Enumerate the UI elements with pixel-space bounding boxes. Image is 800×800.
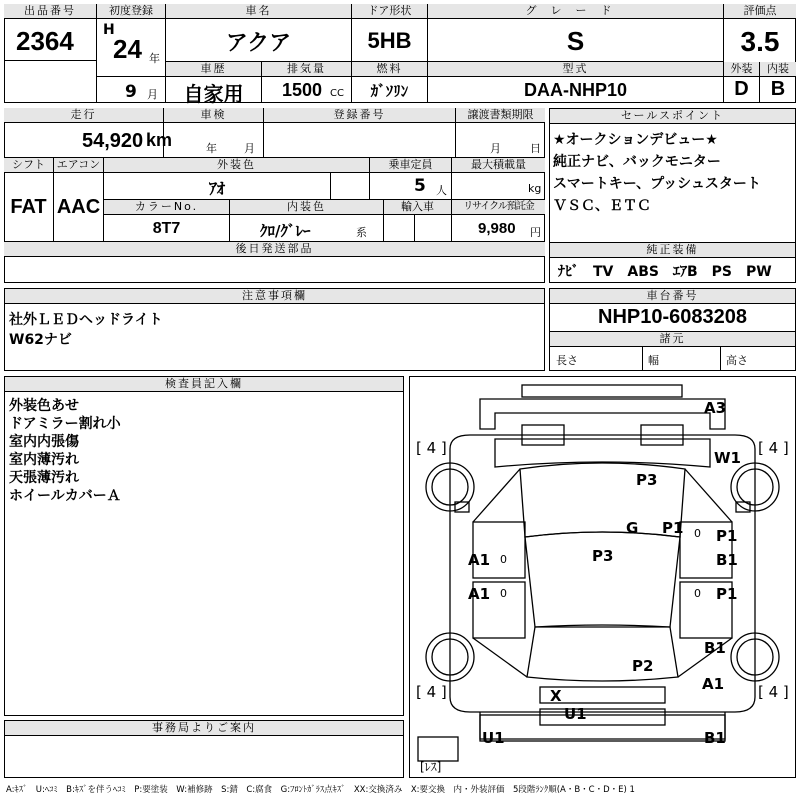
- inspector-line: 室内内張傷: [9, 434, 79, 450]
- sales-point-box: [549, 108, 796, 283]
- inspector-line: 室内薄汚れ: [9, 452, 79, 468]
- damage-mark: A1: [468, 551, 491, 569]
- grade-label: グレード: [428, 4, 723, 19]
- shift-cell: [4, 158, 54, 242]
- length-label: 長さ: [556, 354, 578, 367]
- transfer-month: 月: [490, 142, 501, 155]
- damage-mark: P1: [662, 519, 684, 537]
- history: 自家用: [183, 82, 244, 106]
- displacement-cell: [262, 62, 352, 103]
- tire-depth-fl: [ 4 ]: [416, 439, 447, 457]
- color-label: 外装色: [104, 158, 369, 173]
- zero-mark: 0: [694, 527, 701, 540]
- spec-label: 諸元: [550, 331, 795, 347]
- inspection-month: 月: [244, 142, 255, 155]
- transfer-day: 日: [530, 142, 541, 155]
- lot-cell: [4, 4, 97, 61]
- damage-mark: P1: [716, 527, 738, 545]
- mileage-label: 走行: [4, 108, 163, 123]
- sales-line: ＶＳＣ、ＥＴＣ: [553, 198, 651, 214]
- reg-month: 9: [125, 82, 137, 102]
- interior-unit: 系: [356, 226, 367, 239]
- damage-mark: W1: [714, 449, 741, 467]
- history-cell: [166, 62, 262, 106]
- capacity-cell: [370, 158, 452, 200]
- transfer-label: 譲渡書類期限: [456, 108, 545, 123]
- reg-year: 24: [113, 34, 142, 64]
- capacity: 5: [414, 176, 426, 196]
- damage-mark: A1: [702, 675, 725, 693]
- ext-score-cell: [724, 62, 760, 103]
- load-label: 最大積載量: [452, 158, 545, 173]
- sales-line: 純正ナビ、バックモニター: [553, 154, 721, 170]
- office-label: 事務局よりご案内: [5, 721, 403, 736]
- inspector-line: ドアミラー割れ小: [9, 416, 121, 432]
- interior-color-label: 内装色: [230, 200, 383, 215]
- recycle-cell: [452, 200, 545, 242]
- recycle-unit: 円: [530, 226, 541, 239]
- cc-unit: CC: [330, 88, 344, 99]
- damage-mark: A1: [468, 585, 491, 603]
- ac-cell: [54, 158, 104, 242]
- damage-mark: P3: [636, 471, 658, 489]
- displacement: 1500: [282, 80, 323, 100]
- transfer-cell: [456, 108, 545, 158]
- score-label: 評価点: [724, 4, 796, 19]
- shift-label: シフト: [4, 158, 53, 173]
- model-code: DAA-NHP10: [523, 80, 628, 100]
- history-label: 車歴: [166, 62, 261, 77]
- damage-mark: X: [550, 687, 562, 705]
- door-label: ドア形状: [352, 4, 427, 19]
- int-score: B: [770, 78, 786, 100]
- ext-score: D: [734, 78, 749, 100]
- later-parts-cell: [4, 242, 545, 283]
- model-cell: [428, 62, 724, 103]
- width-label: 幅: [648, 354, 659, 367]
- ac-label: エアコン: [54, 158, 103, 173]
- recycle: 9,980: [478, 220, 516, 237]
- tire-depth-rr: [ 4 ]: [758, 683, 789, 701]
- score: 3.5: [740, 26, 780, 57]
- import-label: 輸入車: [384, 200, 451, 215]
- damage-mark: A3: [704, 399, 727, 417]
- capacity-label: 乗車定員: [370, 158, 451, 173]
- zero-mark: 0: [500, 587, 507, 600]
- int-label: 内装: [760, 62, 796, 77]
- sales-line: ★オークションデビュー★: [553, 132, 718, 148]
- load-unit: kg: [528, 182, 542, 195]
- damage-mark: P1: [716, 585, 738, 603]
- score-cell: [724, 4, 796, 62]
- later-parts-label: 後日発送部品: [4, 242, 545, 257]
- damage-diagram-box: [409, 376, 796, 778]
- colorno-label: カラーNo.: [104, 200, 229, 215]
- first-reg-cell: [97, 4, 166, 103]
- ac: AAC: [56, 196, 101, 218]
- equipment-label: 純正装備: [550, 243, 795, 258]
- damage-mark: B1: [716, 551, 738, 569]
- door-cell: [352, 4, 428, 62]
- color-cell: [104, 158, 370, 200]
- fuel-label: 燃料: [352, 62, 427, 77]
- era: H: [103, 22, 115, 38]
- inspection-cell: [164, 108, 264, 158]
- car-name-label: 車名: [166, 4, 351, 19]
- car-name: アクア: [225, 31, 292, 56]
- sales-line: スマートキー、プッシュスタート: [553, 176, 761, 192]
- sales-point-label: セールスポイント: [550, 109, 795, 124]
- fuel: ｶﾞｿﾘﾝ: [370, 82, 409, 100]
- grade: S: [566, 26, 585, 56]
- int-score-cell: [760, 62, 796, 103]
- notes-line: 社外ＬＥＤヘッドライト: [9, 312, 163, 328]
- tire-depth-rl: [ 4 ]: [416, 683, 447, 701]
- capacity-unit: 人: [436, 184, 447, 197]
- car-name-cell: [166, 4, 352, 62]
- tire-depth-fr: [ 4 ]: [758, 439, 789, 457]
- inspector-line: 天張薄汚れ: [9, 470, 79, 486]
- recycle-label: リサイクル預託金: [452, 200, 545, 215]
- lot-number: 2364: [16, 26, 74, 56]
- interior-color: ｸﾛ/ｸﾞﾚｰ: [260, 222, 311, 240]
- damage-mark: B1: [704, 639, 726, 657]
- damage-mark: G: [626, 519, 639, 537]
- ext-label: 外装: [724, 62, 759, 77]
- shift: FAT: [10, 196, 47, 218]
- colorno: 8T7: [152, 220, 181, 237]
- color: ｱｵ: [208, 179, 225, 198]
- month-unit: 月: [147, 88, 158, 101]
- chassis-number: NHP10-6083208: [598, 306, 747, 328]
- inspector-line: ホイールカバーＡ: [9, 488, 121, 504]
- mileage-cell: [4, 108, 173, 158]
- import-cell: [384, 200, 452, 242]
- model-label: 型式: [428, 62, 723, 77]
- equipment: ﾅﾋﾞ TV ABS ｴｱB PS PW: [558, 264, 772, 280]
- res-label: [ﾚｽ]: [420, 760, 442, 774]
- mileage: 54,920: [82, 130, 144, 152]
- zero-mark: 0: [694, 587, 701, 600]
- plate-label: 登録番号: [264, 108, 455, 123]
- inspection-year: 年: [206, 142, 217, 155]
- notes-label: 注意事項欄: [5, 289, 544, 304]
- damage-mark: P3: [592, 547, 614, 565]
- inspector-box: [4, 376, 404, 716]
- first-reg-label: 初度登録: [97, 4, 165, 19]
- chassis-box: [549, 288, 796, 371]
- height-label: 高さ: [726, 354, 748, 367]
- notes-box: [4, 288, 545, 371]
- fuel-cell: [352, 62, 428, 103]
- damage-mark: U1: [482, 729, 505, 747]
- legend: A:ｷｽﾞ U:ﾍｺﾐ B:ｷｽﾞを伴うﾍｺﾐ P:要塗装 W:補修跡 S:錆 C:腐食 G:ﾌﾛﾝﾄｶﾞﾗｽ点ｷｽﾞ XX:交換済み X:要交換 内・外装評価 5段階ﾗﾝｸ順(A・B・C・D・E) 1: [6, 785, 635, 795]
- damage-mark: P2: [632, 657, 654, 675]
- inspector-line: 外装色あせ: [9, 398, 79, 414]
- damage-mark: U1: [564, 705, 587, 723]
- zero-mark: 0: [500, 553, 507, 566]
- damage-mark: B1: [704, 729, 726, 747]
- lot-label: 出品番号: [4, 4, 96, 19]
- chassis-label: 車台番号: [550, 289, 795, 304]
- inspection-label: 車検: [164, 108, 263, 123]
- colorno-cell: [104, 200, 230, 242]
- grade-cell: [428, 4, 724, 62]
- plate-cell: [264, 108, 456, 158]
- displacement-label: 排気量: [262, 62, 351, 77]
- notes-line: W62ナビ: [9, 332, 72, 348]
- door-type: 5HB: [367, 28, 412, 53]
- car-diagram: [410, 377, 795, 777]
- km-unit: km: [146, 130, 173, 150]
- year-unit: 年: [149, 52, 160, 65]
- interior-color-cell: [230, 200, 384, 242]
- lot-blank: [4, 60, 97, 103]
- office-box: [4, 720, 404, 778]
- inspector-label: 検査員記入欄: [5, 377, 403, 392]
- load-cell: [452, 158, 545, 200]
